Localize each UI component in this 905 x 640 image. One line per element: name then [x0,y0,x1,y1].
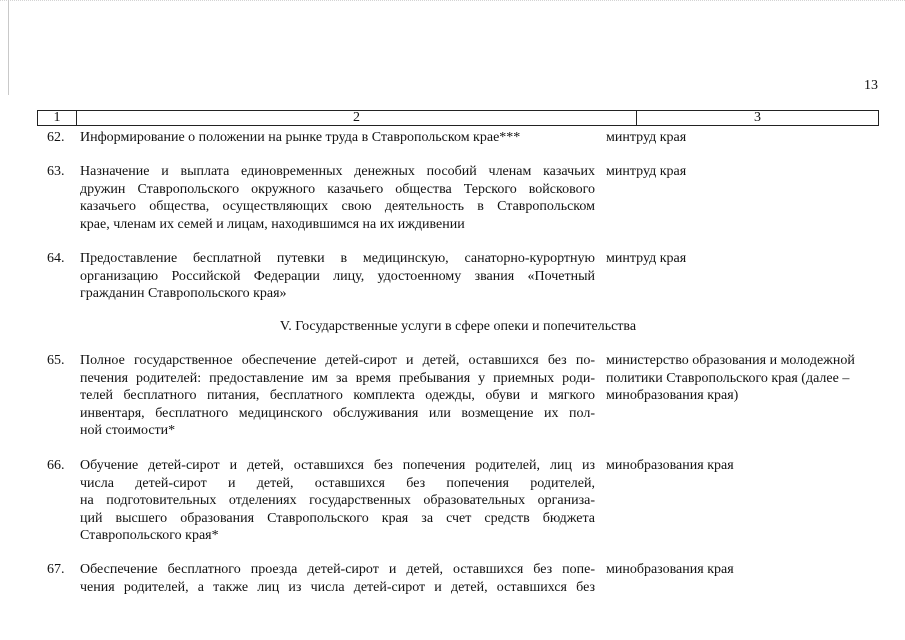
service-description [80,250,595,303]
row-number: 66. [47,458,65,473]
responsible-authority [606,352,881,405]
description-line: инвентаря, бесплатного медицинского обслуживания или возмещение их пол- [80,405,595,421]
description-line: дружин Ставропольского окружного казачьего общества Терского войскового [80,181,595,197]
description-line: ций высшего образования Ставропольского края за счет средств бюджета [80,510,595,526]
description-line: Ставропольского края* [80,528,219,543]
row-number: 64. [47,251,65,266]
authority-line: политики Ставропольского края (далее – [606,370,850,386]
row-number: 67. [47,562,65,577]
responsible-authority [606,457,881,475]
description-line: Обучение детей-сирот и детей, оставшихся без попечения родителей, лиц из [80,458,595,473]
service-description [80,457,595,545]
column-header-1: 1 [38,111,77,125]
authority-line: минтруд края [606,130,687,145]
description-line: Предоставление бесплатной путевки в медицинскую, санаторно-курортную [80,251,595,266]
table-column-header [37,110,879,126]
description-line: чения родителей, а также лиц из числа детей-сирот и детей, оставшихся без [80,579,595,595]
responsible-authority [606,129,881,147]
description-line: числа детей-сирот и детей, оставшихся без попечения родителей, [80,475,595,491]
description-line: печения родителей: предоставление им за время пребывания у приемных роди- [80,370,595,386]
description-line: Назначение и выплата единовременных денежных пособий членам казачьих [80,164,595,179]
authority-line: минтруд края [606,251,687,266]
responsible-authority [606,163,881,181]
description-line: телей бесплатного питания, бесплатного комплекта одежды, обуви и мягкого [80,388,595,403]
authority-line: министерство образования и молодежной [606,353,855,368]
authority-line: минобразования края [606,562,734,577]
service-description [80,163,595,233]
responsible-authority [606,561,881,579]
responsible-authority [606,250,881,268]
service-description [80,561,595,596]
description-line: ной стоимости* [80,423,176,438]
row-number: 65. [47,353,65,368]
section-heading: V. Государственные услуги в сфере опеки и попечительства [279,319,637,334]
description-line: Полное государственное обеспечение детей-сирот и детей, оставшихся без по- [80,353,595,368]
row-number: 62. [47,130,65,145]
authority-line: минобразования края [606,458,734,473]
description-line: организацию Российской Федерации лицу, удостоенному звания «Почетный [80,268,595,284]
description-line: Обеспечение бесплатного проезда детей-сирот и детей, оставшихся без попе- [80,562,595,577]
authority-line: минобразования края) [606,388,739,403]
service-description [80,352,595,440]
description-line: гражданин Ставропольского края» [80,286,287,301]
description-line: казачьего общества, осуществляющих свою деятельность в Ставропольском [80,199,595,214]
column-header-2: 2 [77,111,637,125]
description-line: крае, членам их семей и лицам, находившимся на их иждивении [80,216,465,232]
description-line: Информирование о положении на рынке труда в Ставропольском крае*** [80,130,521,145]
service-description [80,129,595,147]
row-number: 63. [47,164,65,179]
page-number: 13 [864,78,878,93]
scan-top-edge [0,0,905,5]
description-line: на подготовительных отделениях государственных образовательных организа- [80,493,595,508]
scan-left-edge [8,0,9,95]
authority-line: минтруд края [606,164,687,179]
column-header-3: 3 [754,110,761,125]
